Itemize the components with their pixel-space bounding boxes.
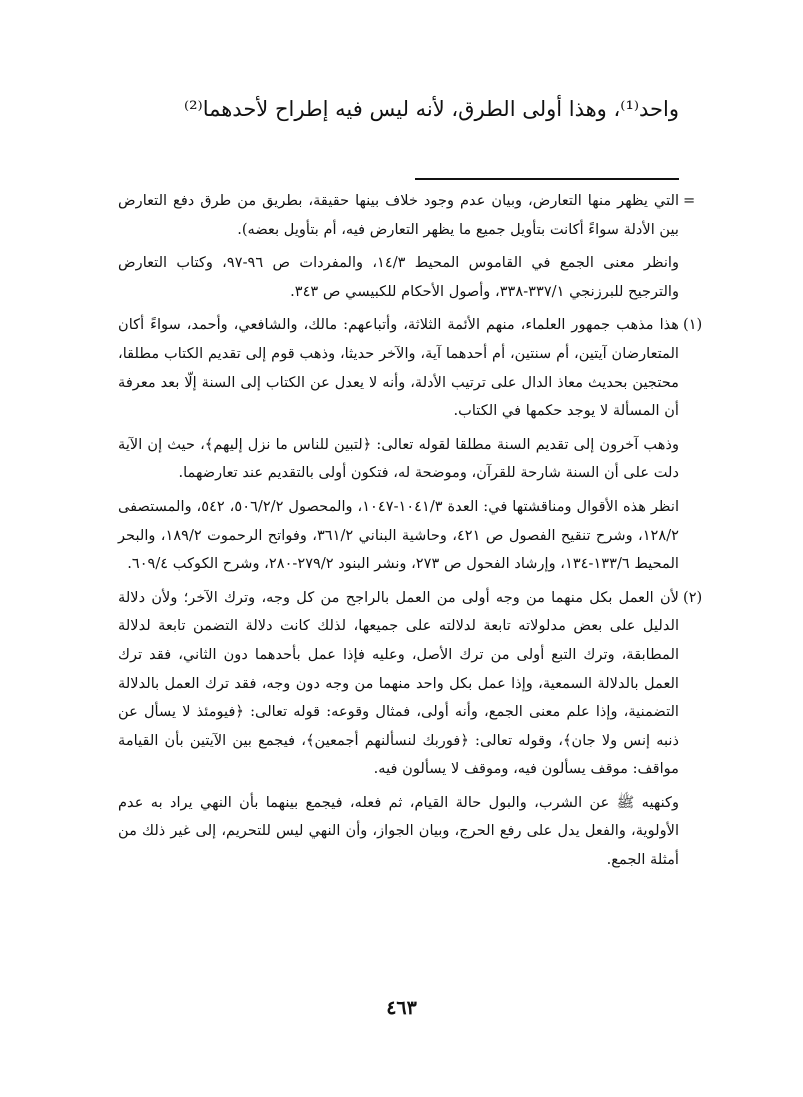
footnote-paragraph: وذهب آخرون إلى تقديم السنة مطلقا لقوله تعالى: ﴿لتبين للناس ما نزل إليهم﴾، حيث إن الآية دلت على أن السنة شارحة للقرآن، وموضحة له، فتكون أولى بالتقديم عند تعارضهما. — [118, 435, 679, 482]
footnote-2-marker: (٢) — [683, 588, 703, 606]
main-text-line: واحد⁽¹⁾، وهذا أولى الطرق، لأنه ليس فيه إطراح لأحدهما⁽²⁾ — [183, 97, 679, 121]
footnote-paragraph: التي يظهر منها التعارض، وبيان عدم وجود خلاف بينها حقيقة، بطريق من طرق دفع التعارض بين الأدلة سواءً أكانت بتأويل جميع ما يظهر التعارض فيه، أم بتأويل بعضه). — [118, 192, 679, 238]
footnote-paragraph: هذا مذهب جمهور العلماء، منهم الأئمة الثلاثة، وأتباعهم: مالك، والشافعي، وأحمد، سواءً أكان المتعارضان آيتين، أم سنتين، أم أحدهما آية، والآخر حديثا، وذهب قوم إلى تقديم الكتاب مطلقا، محتجين بحديث معاذ الدال على ترتيب الأدلة، وأنه لا يعدل عن الكتاب إلى السنة إلّا بعد معرفة أن المسألة لا يوجد حكمها في الكتاب. — [118, 316, 679, 420]
footnote-continuation — [118, 187, 696, 306]
continuation-marker: = — [683, 192, 696, 209]
footnotes-area — [118, 187, 703, 880]
footnote-1 — [118, 311, 703, 578]
footnote-paragraph: لأن العمل بكل منهما من وجه أولى من العمل بالراجح من كل وجه، وترك الآخر؛ ولأن دلالة الدليل على بعض مدلولاته تابعة لدلالته على جميعها، لذلك كانت دلالة التضمن تابعة لدلالة المطابقة، وترك التبع أولى من ترك الأصل، وعليه فإذا عمل بأحدهما دون الثاني، فقد ترك العمل بالدلالة السمعية، وإذا عمل بكل واحد منهما من وجه دون وجه، فقد ترك العمل بالدلالة التضمنية، وإذا علم معنى الجمع، وأنه أولى، فمثال وقوعه: قوله تعالى: ﴿فيومئذ لا يسأل عن ذنبه إنس ولا جان﴾، وقوله تعالى: ﴿فوربك لنسألنهم أجمعين﴾، فيجمع بين الآيتين بأن القيامة مواقف: موقف يسألون فيه، وموقف لا يسألون فيه. — [118, 588, 679, 778]
footnote-1-marker: (١) — [683, 316, 703, 334]
page-number: ٤٦٣ — [386, 997, 417, 1019]
footnote-paragraph: انظر هذه الأقوال ومناقشتها في: العدة ١٠٤١/٣-١٠٤٧، والمحصول ٥٠٦/٢/٢، ٥٤٢، والمستصفى ١٢٨/٢، وشرح تنقيح الفصول ص ٤٢١، وحاشية البناني ٣٦١/٢، وفواتح الرحموت ١٨٩/٢، والبحر المحيط ١٣٣/٦-١٣٤، وإرشاد الفحول ص ٢٧٣، ونشر البنود ٢٧٩/٢-٢٨٠، وشرح الكوكب ٦٠٩/٤. — [118, 497, 680, 573]
footnote-2 — [118, 584, 703, 875]
footnote-paragraph: وانظر معنى الجمع في القاموس المحيط ١٤/٣، والمفردات ص ٩٦-٩٧، وكتاب التعارض والترجيح للبرزنجي ٣٣٧/١-٣٣٨، وأصول الأحكام للكبيسي ص ٣٤٣. — [118, 254, 680, 300]
footnote-separator — [415, 178, 679, 180]
footnote-paragraph: وكنهيه ﷺ عن الشرب، والبول حالة القيام، ثم فعله، فيجمع بينهما بأن النهي يراد به عدم الأولوية، والفعل يدل على رفع الحرج، وبيان الجواز، وأن النهي ليس للتحريم، إلى غير ذلك من أمثلة الجمع. — [118, 793, 679, 869]
